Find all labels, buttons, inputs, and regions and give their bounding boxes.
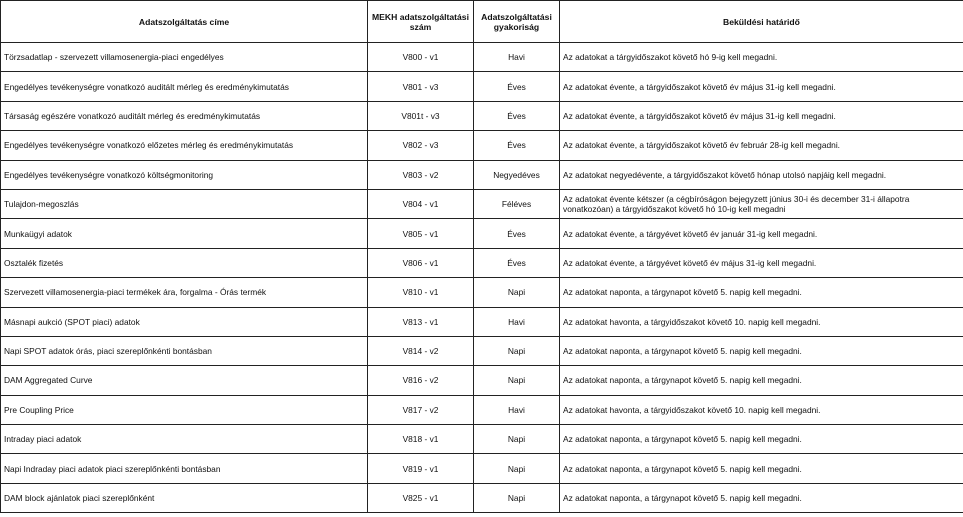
row-frequency: Éves: [474, 248, 560, 277]
row-frequency: Napi: [474, 454, 560, 483]
row-deadline: Az adatokat negyedévente, a tárgyidőszakot követő hónap utolsó napjáig kell megadni.: [560, 160, 963, 189]
row-title: Tulajdon-megoszlás: [1, 189, 368, 218]
table-row: [1, 395, 963, 424]
table-row: [1, 425, 963, 454]
row-code: V800 - v1: [368, 43, 474, 72]
row-code: V804 - v1: [368, 189, 474, 218]
row-code: V802 - v3: [368, 131, 474, 160]
row-title: Törzsadatlap - szervezett villamosenergia-piaci engedélyes: [1, 43, 368, 72]
row-frequency: Féléves: [474, 189, 560, 218]
row-code: V819 - v1: [368, 454, 474, 483]
row-deadline: Az adatokat évente, a tárgyévet követő év január 31-ig kell megadni.: [560, 219, 963, 248]
row-frequency: Negyedéves: [474, 160, 560, 189]
table-row: [1, 248, 963, 277]
row-frequency: Napi: [474, 366, 560, 395]
table-row: [1, 101, 963, 130]
row-title: Osztalék fizetés: [1, 248, 368, 277]
row-frequency: Éves: [474, 131, 560, 160]
row-deadline: Az adatokat évente, a tárgyidőszakot követő év május 31-ig kell megadni.: [560, 72, 963, 101]
table-body: [1, 43, 963, 513]
row-title: Engedélyes tevékenységre vonatkozó előzetes mérleg és eredménykimutatás: [1, 131, 368, 160]
row-deadline: Az adatokat naponta, a tárgynapot követő 5. napig kell megadni.: [560, 336, 963, 365]
row-code: V825 - v1: [368, 483, 474, 512]
row-frequency: Napi: [474, 336, 560, 365]
table-row: [1, 72, 963, 101]
row-deadline: Az adatokat naponta, a tárgynapot követő 5. napig kell megadni.: [560, 278, 963, 307]
row-deadline: Az adatokat a tárgyidőszakot követő hó 9-ig kell megadni.: [560, 43, 963, 72]
row-frequency: Napi: [474, 278, 560, 307]
table-row: [1, 160, 963, 189]
row-code: V803 - v2: [368, 160, 474, 189]
row-code: V801 - v3: [368, 72, 474, 101]
row-code: V814 - v2: [368, 336, 474, 365]
table-row: [1, 131, 963, 160]
row-frequency: Éves: [474, 72, 560, 101]
row-title: DAM Aggregated Curve: [1, 366, 368, 395]
row-frequency: Havi: [474, 43, 560, 72]
row-frequency: Napi: [474, 483, 560, 512]
header-code: MEKH adatszolgáltatási szám: [368, 1, 474, 43]
row-frequency: Napi: [474, 425, 560, 454]
table-row: [1, 278, 963, 307]
row-deadline: Az adatokat évente, a tárgyidőszakot követő év május 31-ig kell megadni.: [560, 101, 963, 130]
table-row: [1, 43, 963, 72]
header-title: Adatszolgáltatás címe: [1, 1, 368, 43]
table-row: [1, 336, 963, 365]
row-title: DAM block ajánlatok piaci szereplőnként: [1, 483, 368, 512]
header-frequency: Adatszolgáltatási gyakoriság: [474, 1, 560, 43]
row-deadline: Az adatokat naponta, a tárgynapot követő 5. napig kell megadni.: [560, 366, 963, 395]
row-title: Társaság egészére vonatkozó auditált mérleg és eredménykimutatás: [1, 101, 368, 130]
row-frequency: Havi: [474, 395, 560, 424]
row-title: Engedélyes tevékenységre vonatkozó auditált mérleg és eredménykimutatás: [1, 72, 368, 101]
row-deadline: Az adatokat naponta, a tárgynapot követő 5. napig kell megadni.: [560, 454, 963, 483]
row-title: Munkaügyi adatok: [1, 219, 368, 248]
row-code: V805 - v1: [368, 219, 474, 248]
header-deadline: Beküldési határidő: [560, 1, 963, 43]
row-code: V817 - v2: [368, 395, 474, 424]
header-row: [1, 1, 963, 43]
row-title: Engedélyes tevékenységre vonatkozó költségmonitoring: [1, 160, 368, 189]
table-row: [1, 483, 963, 512]
table-row: [1, 366, 963, 395]
row-code: V806 - v1: [368, 248, 474, 277]
row-code: V816 - v2: [368, 366, 474, 395]
table-row: [1, 454, 963, 483]
row-deadline: Az adatokat havonta, a tárgyidőszakot követő 10. napig kell megadni.: [560, 307, 963, 336]
row-deadline: Az adatokat évente kétszer (a cégbíróságon bejegyzett június 30-i és december 31-i állapotra vonatkozóan) a tárgyidőszakot követő hó 10-ig kell megadni: [560, 189, 963, 218]
row-title: Intraday piaci adatok: [1, 425, 368, 454]
row-title: Pre Coupling Price: [1, 395, 368, 424]
row-deadline: Az adatokat évente, a tárgyévet követő év május 31-ig kell megadni.: [560, 248, 963, 277]
table-row: [1, 307, 963, 336]
row-title: Szervezett villamosenergia-piaci termékek ára, forgalma - Órás termék: [1, 278, 368, 307]
row-code: V801t - v3: [368, 101, 474, 130]
table-row: [1, 189, 963, 218]
row-code: V818 - v1: [368, 425, 474, 454]
row-deadline: Az adatokat havonta, a tárgyidőszakot követő 10. napig kell megadni.: [560, 395, 963, 424]
row-title: Másnapi aukció (SPOT piaci) adatok: [1, 307, 368, 336]
row-deadline: Az adatokat évente, a tárgyidőszakot követő év február 28-ig kell megadni.: [560, 131, 963, 160]
row-code: V813 - v1: [368, 307, 474, 336]
table-header: [1, 1, 963, 43]
table-row: [1, 219, 963, 248]
row-frequency: Havi: [474, 307, 560, 336]
row-deadline: Az adatokat naponta, a tárgynapot követő 5. napig kell megadni.: [560, 483, 963, 512]
row-frequency: Éves: [474, 219, 560, 248]
row-code: V810 - v1: [368, 278, 474, 307]
row-title: Napi Indraday piaci adatok piaci szereplőnkénti bontásban: [1, 454, 368, 483]
row-frequency: Éves: [474, 101, 560, 130]
row-title: Napi SPOT adatok órás, piaci szereplőnkénti bontásban: [1, 336, 368, 365]
row-deadline: Az adatokat naponta, a tárgynapot követő 5. napig kell megadni.: [560, 425, 963, 454]
